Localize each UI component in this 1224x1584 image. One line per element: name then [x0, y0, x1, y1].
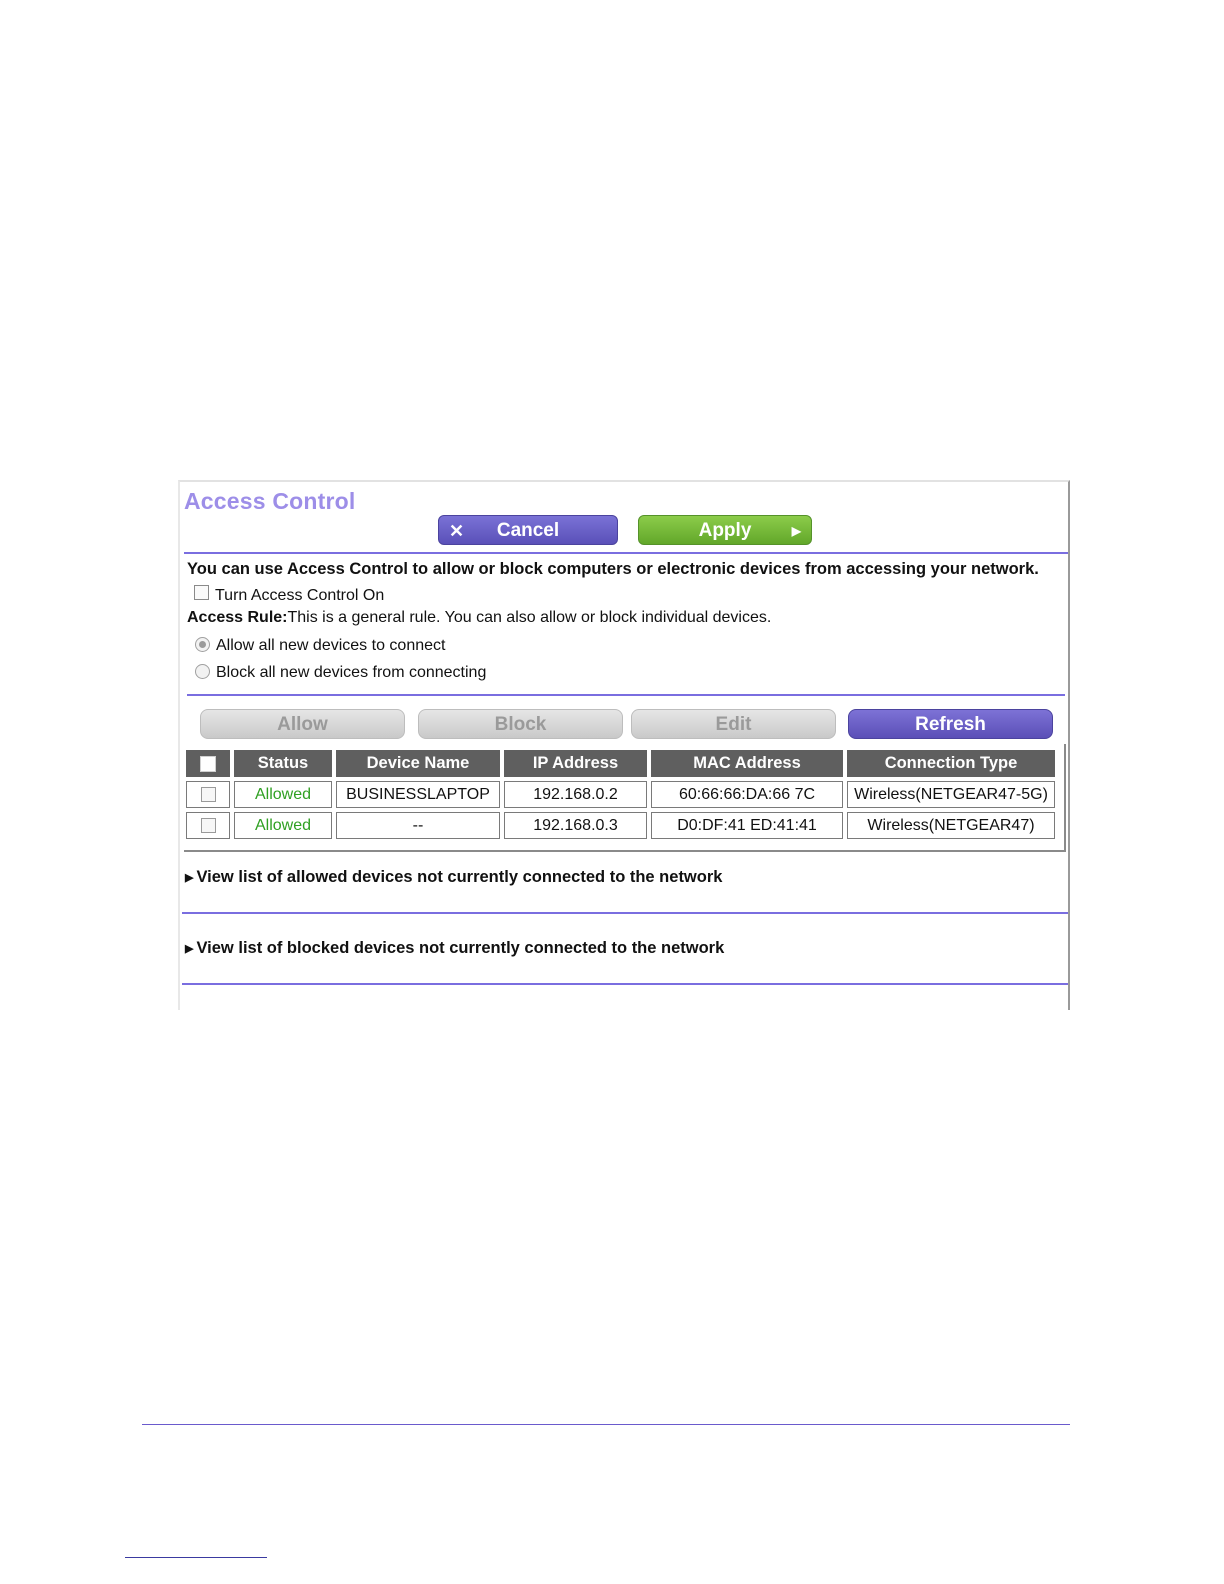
connection-type-cell: Wireless(NETGEAR47) [847, 812, 1055, 839]
page-title: Access Control [184, 488, 356, 514]
connection-type-cell: Wireless(NETGEAR47-5G) [847, 781, 1055, 808]
allow-all-label: Allow all new devices to connect [216, 637, 446, 654]
turn-access-control-label: Turn Access Control On [215, 587, 385, 604]
divider [187, 694, 1065, 696]
divider [182, 912, 1068, 914]
allow-all-radio[interactable] [195, 637, 210, 652]
ip-address-cell: 192.168.0.3 [504, 812, 647, 839]
footer-link-underline [125, 1557, 267, 1558]
block-all-label: Block all new devices from connecting [216, 664, 487, 681]
status-cell: Allowed [234, 812, 332, 839]
expand-triangle-icon: ▶ [185, 872, 194, 884]
apply-label: Apply [698, 520, 752, 541]
column-header-connection-type[interactable]: Connection Type [847, 750, 1055, 777]
divider [182, 983, 1068, 985]
select-all-header[interactable] [186, 750, 230, 777]
divider [184, 552, 1068, 554]
select-all-checkbox[interactable] [200, 756, 216, 772]
expand-triangle-icon: ▶ [185, 943, 194, 955]
refresh-button[interactable]: Refresh [848, 709, 1053, 739]
allowed-devices-expander-label: View list of allowed devices not currently connected to the network [196, 868, 723, 886]
row-checkbox[interactable] [201, 818, 216, 833]
device-name-cell: BUSINESSLAPTOP [336, 781, 500, 808]
apply-button[interactable] [638, 515, 812, 545]
status-cell: Allowed [234, 781, 332, 808]
row-select-cell[interactable] [186, 812, 230, 839]
edit-button[interactable]: Edit [631, 709, 836, 739]
turn-access-control-checkbox[interactable] [194, 585, 209, 600]
table-header-row [186, 750, 1055, 777]
table-row[interactable] [186, 781, 1055, 808]
cancel-button[interactable] [438, 515, 618, 545]
blocked-devices-expander-label: View list of blocked devices not currently connected to the network [196, 939, 725, 957]
close-icon: ✕ [449, 521, 465, 541]
play-arrow-icon: ▶ [791, 524, 801, 538]
access-rule-label: Access Rule: [187, 609, 288, 626]
allow-button[interactable]: Allow [200, 709, 405, 739]
column-header-status[interactable]: Status [234, 750, 332, 777]
column-header-device-name[interactable]: Device Name [336, 750, 500, 777]
block-button[interactable]: Block [418, 709, 623, 739]
block-all-radio[interactable] [195, 664, 210, 679]
row-checkbox[interactable] [201, 787, 216, 802]
mac-address-cell: D0:DF:41 ED:41:41 [651, 812, 843, 839]
row-select-cell[interactable] [186, 781, 230, 808]
footer-divider [142, 1424, 1070, 1425]
table-row[interactable] [186, 812, 1055, 839]
access-rule-description: This is a general rule. You can also allow or block individual devices. [287, 609, 772, 626]
column-header-mac-address[interactable]: MAC Address [651, 750, 843, 777]
intro-text: You can use Access Control to allow or block computers or electronic devices from accessing your network. [187, 560, 1039, 578]
access-rule-text [187, 609, 771, 627]
device-name-cell: -- [336, 812, 500, 839]
column-header-ip-address[interactable]: IP Address [504, 750, 647, 777]
cancel-label: Cancel [496, 520, 560, 541]
ip-address-cell: 192.168.0.2 [504, 781, 647, 808]
mac-address-cell: 60:66:66:DA:66 7C [651, 781, 843, 808]
allowed-devices-expander[interactable] [185, 868, 722, 887]
access-control-panel [178, 480, 1070, 1010]
blocked-devices-expander[interactable] [185, 939, 724, 958]
devices-table [182, 746, 1059, 843]
